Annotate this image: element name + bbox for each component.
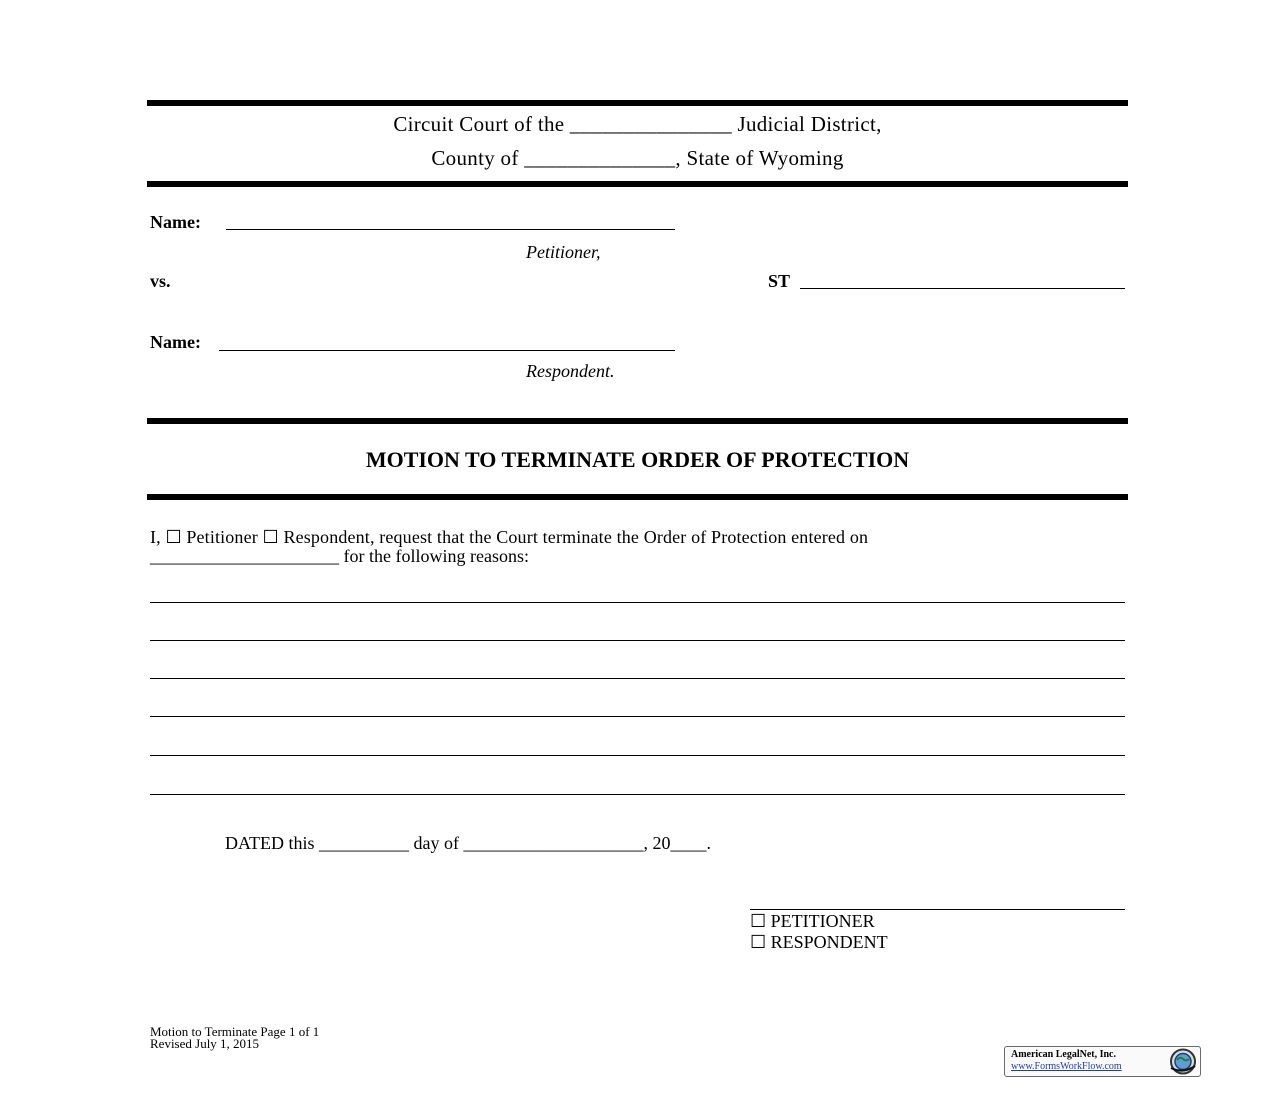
signature-line[interactable]	[750, 909, 1125, 910]
reason-line[interactable]	[150, 794, 1125, 795]
footer-page-info: Motion to Terminate Page 1 of 1	[150, 1024, 320, 1039]
request-statement-line1: I, ☐ Petitioner ☐ Respondent, request that the Court terminate the Order of Protection entered on	[150, 527, 869, 547]
respondent-name-field[interactable]	[219, 350, 675, 351]
publisher-logo	[1004, 1046, 1201, 1077]
reason-line[interactable]	[150, 640, 1125, 641]
request-statement-line2: _____________________ for the following reasons:	[150, 546, 529, 566]
reason-line[interactable]	[150, 602, 1125, 603]
respondent-name-label: Name:	[150, 332, 201, 352]
reason-line[interactable]	[150, 716, 1125, 717]
respondent-caption: Respondent.	[526, 361, 615, 381]
dated-line: DATED this __________ day of ____________________, 20____.	[225, 833, 711, 853]
document-title: MOTION TO TERMINATE ORDER OF PROTECTION	[365, 447, 910, 472]
header-bottom-rule	[147, 181, 1128, 187]
reason-line[interactable]	[150, 678, 1125, 679]
case-number-label: ST	[768, 271, 791, 291]
footer-revised: Revised July 1, 2015	[150, 1036, 260, 1051]
reason-line[interactable]	[150, 755, 1125, 756]
logo-url-link[interactable]: www.FormsWorkFlow.com	[1011, 1061, 1122, 1072]
header-top-rule	[147, 100, 1128, 106]
logo-company-name: American LegalNet, Inc.	[1011, 1049, 1116, 1060]
petitioner-caption: Petitioner,	[526, 242, 601, 262]
court-heading-line1: Circuit Court of the _______________ Judicial District,	[393, 112, 882, 136]
globe-icon	[1168, 1048, 1198, 1075]
title-bottom-rule	[147, 494, 1128, 500]
case-number-field[interactable]	[800, 288, 1125, 289]
vs-label: vs.	[150, 271, 171, 291]
title-top-rule	[147, 418, 1128, 424]
petitioner-name-label: Name:	[150, 212, 201, 232]
petitioner-name-field[interactable]	[226, 229, 675, 230]
court-heading-line2: County of ______________, State of Wyoming	[431, 146, 844, 170]
signature-option-petitioner[interactable]: ☐ PETITIONER	[750, 911, 875, 931]
signature-option-respondent[interactable]: ☐ RESPONDENT	[750, 932, 888, 952]
